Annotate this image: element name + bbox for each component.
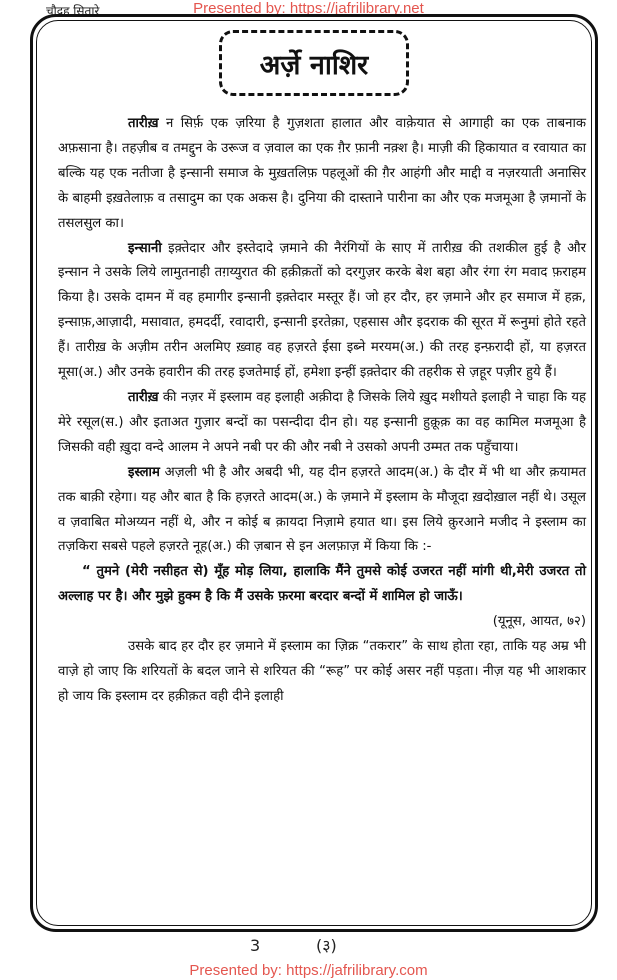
quote-reference: (यूनूस, आयत, ७२) bbox=[492, 614, 586, 630]
paragraph-4-lead: इस्लाम bbox=[128, 464, 160, 480]
closing-paragraph: उसके बाद हर दौर हर ज़माने में इस्लाम का ज़िक्र “तकरार” के साथ होता रहा, ताकि यह अम्र भी वाज़े हो जाए कि शरियतों के बदल जाने से शरियत की “रूह” पर कोई असर नहीं पड़ता। नीज़ यह भी आशकार हो जाय कि इस्लाम दर हक़ीक़त वही दीने इलाही bbox=[58, 639, 586, 704]
paragraph-4-text: अज़ली भी है और अबदी भी, यह दीन हज़रते आदम(अ.) के दौर में भी था और क़यामत तक बाक़ी रहेगा। यह और बात है कि हज़रते आदम(अ.) के ज़माने में इस्लाम के मौजूदा ख़दोख़ाल नहीं थे। उसूल व ज़वाबित मोअय्यन नहीं थे, और न कोई ब क़ायदा निज़ामे हयात था। इस लिये क़ुरआने मजीद ने इस्लाम का तज़किरा सबसे पहले हज़रते नूह(अ.) की ज़बान से इन अलफ़ाज़ में किया कि :- bbox=[58, 464, 586, 555]
paragraph-2 bbox=[58, 237, 586, 386]
quran-quote: “ तुमने (मेरी नसीहत से) मूँह मोड़ लिया, हालाकि मैंने तुमसे कोई उजरत नहीं मांगी थी,मेरी उजरत तो अल्लाह पर है। और मुझे हुक्म है कि मैं उसके फ़रमा बरदार बन्दों में शामिल हो जाऊँ। bbox=[58, 564, 586, 605]
paragraph-2-lead: इन्सानी bbox=[128, 240, 162, 256]
paragraph-3-lead: तारीख़ bbox=[128, 389, 159, 405]
running-header: चौदह सितारे bbox=[46, 4, 100, 18]
paragraph-4 bbox=[58, 461, 586, 561]
paragraph-3 bbox=[58, 386, 586, 461]
title-box bbox=[219, 30, 409, 96]
paragraph-1 bbox=[58, 112, 586, 237]
paragraph-1-text: न सिर्फ़ एक ज़रिया है गुज़शता हालात और वाक़ेयात से आगाही का एक ताबनाक अफ़साना है। तहज़ीब व तमद्दुन के उरूज व ज़वाल का एक ग़ैर फ़ानी नक़्श है। माज़ी की हिकायात व रवायात का बल्कि यह एक नतीजा है इन्सानी समाज के मुख़तलिफ़ पहलूओं की ग़ैर आहंगी और माद्दी व नज़रयाती अनासिर के बाहमी इख़तेलाफ़ व तसादुम का एक अकस है। दुनिया की दास्ताने पारीना का और एक मजमूआ है ज़मानों के तसलसुल का। bbox=[58, 116, 586, 231]
page-number: (३) bbox=[316, 936, 337, 955]
paragraph-2-text: इक़्तेदार और इस्तेदादे ज़माने की नैरंगियों के साए में तारीख़ की तशकील हुई है और इन्सान ने उसके लिये लामुतनाही तग़य्युरात की हक़ीक़तों को दरगुज़र करके बेश बहा और रंगा रंग मवाद फ़राहम किया है। उसके दामन में वह हमागीर इन्सानी इक़्तेदार मस्तूर हैं। जो हर दौर, हर ज़माने और हर समाज में हक़, इन्साफ़,आज़ादी, मसावात, हमदर्दी, रवादारी, इन्सानी इरतेक़ा, एहसास और इदराक की सूरत में रूनुमां होते रहते हैं। तारीख़ के अज़ीम तरीन अलमिए ख़्वाह वह हज़रते ईसा इब्ने मरयम(अ.) की तरह इन्फ़रादी हों, या हज़रत मूसा(अ.) और उनके हवारीन की तरह इजतेमाई हों, हमेशा इन्हीं इक़्तेदार की तहरीक से ज़हूर पज़ीर हुये हैं। bbox=[58, 240, 586, 381]
quote-reference-row bbox=[58, 610, 586, 635]
handwritten-page-number: 3 bbox=[250, 936, 261, 955]
watermark-top[interactable]: Presented by: https://jafrilibrary.net bbox=[193, 0, 424, 17]
paragraph-1-lead: तारीख़ bbox=[128, 116, 159, 131]
watermark-bottom[interactable]: Presented by: https://jafrilibrary.com bbox=[189, 962, 428, 979]
paragraph-3-text: की नज़र में इस्लाम वह इलाही अक़ीदा है जिसके लिये ख़ुद मशीयते इलाही ने चाहा कि यह मेरे रसूल(स.) और इताअत गुज़ार बन्दों का पसन्दीदा दीन हो। यह इन्सानी हुक़ूक़ का वह कामिल मजमूआ है जिसकी वही ख़ुदा वन्दे आलम ने अपने नबी पर की और नबी ने उसको अपनी उम्मत तक पहुँचाया। bbox=[58, 389, 586, 455]
page-title: अर्ज़े नाशिर bbox=[259, 49, 369, 81]
document-body bbox=[58, 112, 586, 710]
